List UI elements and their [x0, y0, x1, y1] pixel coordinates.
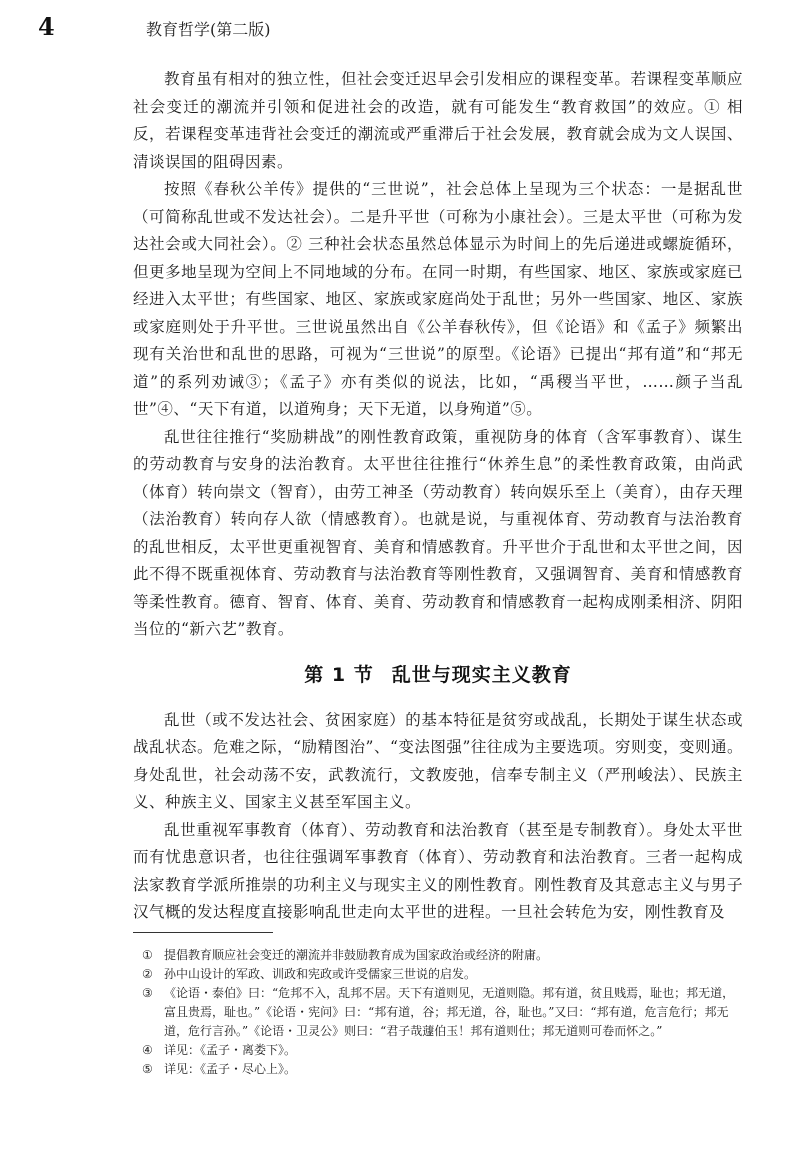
- paragraph: 乱世往往推行“奖励耕战”的刚性教育政策，重视防身的体育（含军事教育）、谋生的劳动教育与安身的法治教育。太平世往往推行“休养生息”的柔性教育政策，由尚武（体育）转向崇文（智育），由劳工神圣（劳动教育）转向娱乐至上（美育），由存天理（法治教育）转向存人欲（情感教育）。也就是说，与重视体育、劳动教育与法治教育的乱世相反，太平世更重视智育、美育和情感教育。升平世介于乱世和太平世之间，因此不得不既重视体育、劳动教育与法治教育等刚性教育，又强调智育、美育和情感教育等柔性教育。德育、智育、体育、美育、劳动教育和情感教育一起构成刚柔相济、阴阳当位的“新六艺”教育。: [133, 427, 743, 638]
- footnote: [142, 965, 742, 984]
- footnotes: [142, 946, 742, 1079]
- section-title: 乱世与现实主义教育: [391, 663, 572, 686]
- footnote-marker: ①: [142, 948, 153, 962]
- paragraph: 教育虽有相对的独立性，但社会变迁迟早会引发相应的课程变革。若课程变革顺应社会变迁的潮流并引领和促进社会的改造，就有可能发生“教育救国”的效应。① 相反，若课程变革违背社会变迁的潮流或严重滞后于社会发展，教育就会成为文人误国、清谈误国的阻碍因素。: [133, 70, 743, 171]
- footnote-marker: ③: [142, 986, 153, 1000]
- footnote: [142, 1041, 742, 1060]
- paragraph: 按照《春秋公羊传》提供的“三世说”，社会总体上呈现为三个状态：一是据乱世（可简称乱世或不发达社会）。二是升平世（可称为小康社会）。三是太平世（可称为发达社会或大同社会）。② 三种社会状态虽然总体显示为时间上的先后递进或螺旋循环，但更多地呈现为空间上不同地域的分布。在同一时期，有些国家、地区、家族或家庭已经进入太平世；有些国家、地区、家族或家庭尚处于乱世；另外一些国家、地区、家族或家庭则处于升平世。三世说虽然出自《公羊春秋传》，但《论语》和《孟子》频繁出现有关治世和乱世的思路，可视为“三世说”的原型。《论语》已提出“邦有道”和“邦无道”的系列劝诫③；《孟子》亦有类似的说法，比如，“禹稷当平世，……颜子当乱世”④、“天下有道，以道殉身；天下无道，以身殉道”⑤。: [133, 180, 743, 418]
- page-header: [38, 12, 750, 46]
- footnote-text: 《论语・泰伯》曰：“危邦不入，乱邦不居。天下有道则见，无道则隐。邦有道，贫且贱焉，耻也；邦无道，富且贵焉，耻也。”《论语・宪问》曰：“邦有道，谷；邦无道，谷，耻也。”又曰：“邦有道，危言危行；邦无道，危行言孙。”《论语・卫灵公》则曰：“君子哉蘧伯玉！邦有道则仕；邦无道则可卷而怀之。”: [164, 986, 735, 1038]
- footnote: [142, 984, 742, 1041]
- footnote: [142, 1060, 742, 1079]
- main-text: [133, 66, 743, 927]
- footnote-divider: [133, 932, 273, 933]
- footnote-text: 详见：《孟子・离娄下》。: [164, 1043, 297, 1057]
- footnote: [142, 946, 742, 965]
- section-number: 第 1 节: [304, 663, 374, 686]
- section-heading: [133, 660, 743, 687]
- paragraph: 乱世重视军事教育（体育）、劳动教育和法治教育（甚至是专制教育）。身处太平世而有忧患意识者，也往往强调军事教育（体育）、劳动教育和法治教育。三者一起构成法家教育学派所推崇的功利主义与现实主义的刚性教育。刚性教育及其意志主义与男子汉气概的发达程度直接影响乱世走向太平世的进程。一旦社会转危为安，刚性教育及: [133, 820, 743, 921]
- page-number: 4: [38, 12, 55, 41]
- footnote-marker: ⑤: [142, 1062, 153, 1076]
- footnote-marker: ④: [142, 1043, 153, 1057]
- footnote-marker: ②: [142, 967, 153, 981]
- paragraph: 乱世（或不发达社会、贫困家庭）的基本特征是贫穷或战乱，长期处于谋生状态或战乱状态。危难之际，“励精图治”、“变法图强”往往成为主要选项。穷则变，变则通。身处乱世，社会动荡不安，武教流行，文教废弛，信奉专制主义（严刑峻法）、民族主义、种族主义、国家主义甚至军国主义。: [133, 710, 743, 811]
- running-title: 教育哲学(第二版): [146, 20, 271, 39]
- footnote-text: 详见：《孟子・尽心上》。: [164, 1062, 297, 1076]
- footnote-text: 提倡教育顺应社会变迁的潮流并非鼓励教育成为国家政治或经济的附庸。: [164, 948, 549, 962]
- footnote-text: 孙中山设计的军政、训政和宪政或许受儒家三世说的启发。: [164, 967, 477, 981]
